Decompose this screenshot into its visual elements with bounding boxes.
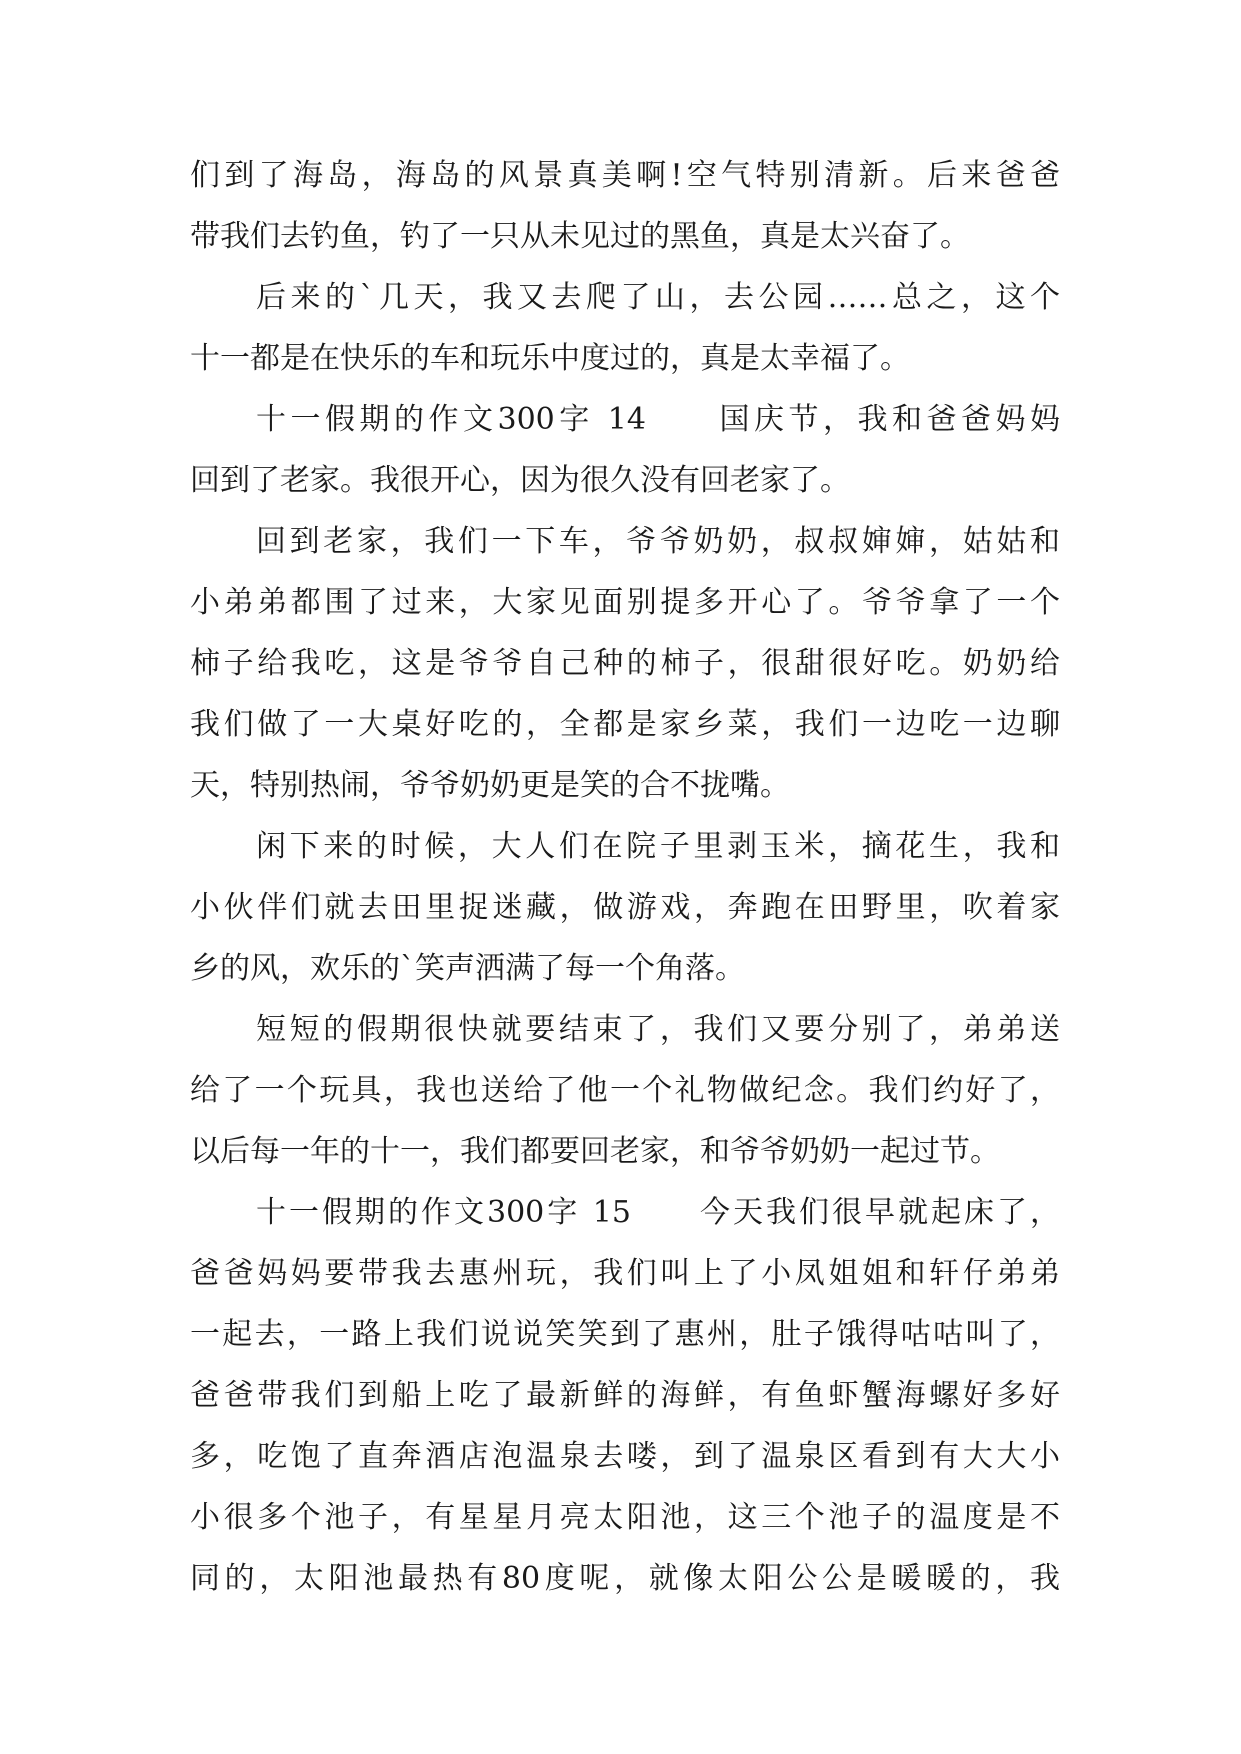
- text-line: 一起去，一路上我们说说笑笑到了惠州，肚子饿得咕咕叫了，: [190, 1317, 1060, 1352]
- text-line: 回到老家，我们一下车，爷爷奶奶，叔叔婶婶，姑姑和: [256, 524, 1060, 559]
- text-line: 给了一个玩具，我也送给了他一个礼物做纪念。我们约好了，: [190, 1073, 1060, 1108]
- text-line: 回到了老家。我很开心，因为很久没有回老家了。: [190, 463, 850, 498]
- text-line: 我们做了一大桌好吃的，全都是家乡菜，我们一边吃一边聊: [190, 707, 1060, 742]
- text-line: 短短的假期很快就要结束了，我们又要分别了，弟弟送: [256, 1012, 1060, 1047]
- text-line: 十一都是在快乐的车和玩乐中度过的，真是太幸福了。: [190, 341, 910, 376]
- text-line: 同的，太阳池最热有80度呢，就像太阳公公是暖暖的，我: [190, 1561, 1060, 1596]
- text-line: 爸爸妈妈要带我去惠州玩，我们叫上了小凤姐姐和轩仔弟弟: [190, 1256, 1060, 1291]
- section-heading-line: 十一假期的作文300字 15 今天我们很早就起床了，: [256, 1195, 1060, 1230]
- document-body: [190, 145, 1060, 1609]
- text-line: 天，特别热闹，爷爷奶奶更是笑的合不拢嘴。: [190, 768, 790, 803]
- text-line: 后来的`几天，我又去爬了山，去公园……总之，这个: [256, 280, 1060, 315]
- section-heading-line: 十一假期的作文300字 14 国庆节，我和爸爸妈妈: [256, 402, 1060, 437]
- text-line: 带我们去钓鱼，钓了一只从未见过的黑鱼，真是太兴奋了。: [190, 219, 970, 254]
- text-line: 乡的风，欢乐的`笑声洒满了每一个角落。: [190, 951, 745, 986]
- text-line: 柿子给我吃，这是爷爷自己种的柿子，很甜很好吃。奶奶给: [190, 646, 1060, 681]
- text-line: 闲下来的时候，大人们在院子里剥玉米，摘花生，我和: [256, 829, 1060, 864]
- text-line: 爸爸带我们到船上吃了最新鲜的海鲜，有鱼虾蟹海螺好多好: [190, 1378, 1060, 1413]
- text-line: 小弟弟都围了过来，大家见面别提多开心了。爷爷拿了一个: [190, 585, 1060, 620]
- text-line: 以后每一年的十一，我们都要回老家，和爷爷奶奶一起过节。: [190, 1134, 1000, 1169]
- text-line: 们到了海岛，海岛的风景真美啊!空气特别清新。后来爸爸: [190, 158, 1060, 193]
- text-line: 多，吃饱了直奔酒店泡温泉去喽，到了温泉区看到有大大小: [190, 1439, 1060, 1474]
- text-line: 小伙伴们就去田里捉迷藏，做游戏，奔跑在田野里，吹着家: [190, 890, 1060, 925]
- text-line: 小很多个池子，有星星月亮太阳池，这三个池子的温度是不: [190, 1500, 1060, 1535]
